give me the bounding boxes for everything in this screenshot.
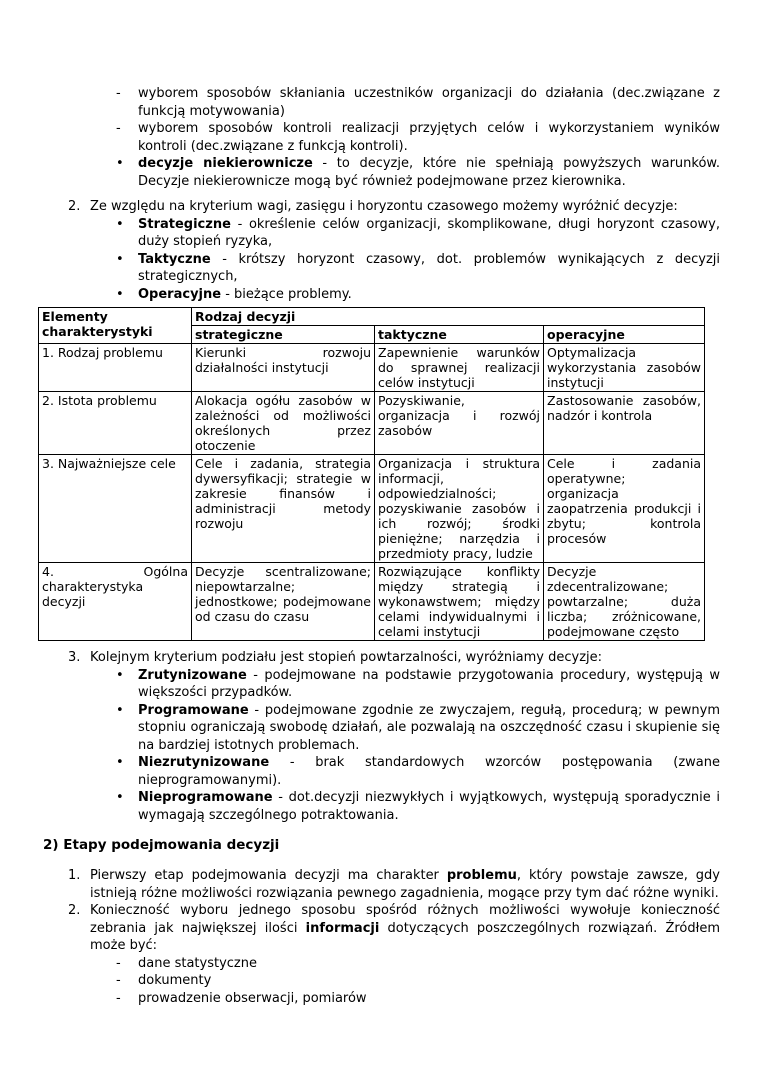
table-group-header: Rodzaj decyzji	[192, 308, 705, 326]
bullet-term: Strategiczne	[138, 216, 231, 232]
bullet-term: Nieprogramowane	[138, 790, 273, 805]
bullet-marker: •	[116, 156, 124, 171]
dash-item-text: wyborem sposobów kontroli realizacji przyjętych celów i wykorzystaniem wyników kontroli (dec.związane z funkcją kontroli).	[138, 121, 720, 154]
decision-types-table	[38, 307, 705, 641]
col-header-strategiczne: strategiczne	[192, 326, 375, 344]
row-label: 3. Najważniejsze cele	[39, 455, 192, 563]
bullet-rest: - to decyzje, które nie spełniają powyższych warunków. Decyzje niekierownicze mogą być również podejmowane przez kierownika.	[138, 156, 720, 189]
cell: Organizacja i struktura informacji, odpowiedzialności; pozyskiwanie zasobów i ich rozwój; środki pieniężne; narzędzia i przedmioty pracy, ludzie	[375, 455, 544, 563]
item-number: 3.	[68, 650, 81, 665]
cell: Pozyskiwanie, organizacja i rozwój zasobów	[375, 392, 544, 455]
dash-item	[38, 85, 720, 120]
row-label: 1. Rodzaj problemu	[39, 344, 192, 392]
dash-marker: -	[116, 86, 121, 101]
cell: Kierunki rozwoju działalności instytucji	[192, 344, 375, 392]
cell: Decyzje zdecentralizowane; powtarzalne; duża liczba; zróżnicowane, podejmowane często	[544, 563, 705, 641]
cell: Cele i zadania, strategia dywersyfikacji; strategie w zakresie finansów i administracji metody rozwoju	[192, 455, 375, 563]
bullet-marker: •	[116, 216, 124, 232]
bullet-item	[38, 251, 720, 286]
col-header-taktyczne: taktyczne	[375, 326, 544, 344]
cell: Alokacja ogółu zasobów w zależności od możliwości określonych przez otoczenie	[192, 392, 375, 455]
col-header-operacyjne: operacyjne	[544, 326, 705, 344]
table-row	[39, 563, 705, 641]
dash-item-text: prowadzenie obserwacji, pomiarów	[138, 990, 367, 1006]
bullet-item	[38, 789, 720, 824]
bullet-marker: •	[116, 702, 124, 718]
cell: Cele i zadania operatywne; organizacja zaopatrzenia produkcji i zbytu; kontrola procesów	[544, 455, 705, 563]
numbered-section-3	[38, 649, 720, 824]
item-text-before: Pierwszy etap podejmowania decyzji ma charakter	[90, 868, 447, 883]
bullet-rest: - dot.decyzji niezwykłych i wyjątkowych, występują sporadycznie i wymagają szczególnego potraktowania.	[138, 790, 720, 823]
bullet-rest: - podejmowane na podstawie przygotowania procedury, występują w większości przypadków.	[138, 667, 720, 700]
numbered-item	[38, 867, 720, 902]
bullet-item	[38, 216, 720, 251]
item-number: 2.	[68, 903, 81, 918]
table-row	[39, 344, 705, 392]
bullet-marker: •	[116, 790, 124, 805]
numbered-item	[38, 649, 720, 667]
row-label: 2. Istota problemu	[39, 392, 192, 455]
item-text-bold: problemu	[446, 868, 517, 883]
bullet-term: Taktyczne	[138, 251, 211, 267]
dash-item	[38, 990, 720, 1008]
item-number: 2.	[68, 199, 81, 214]
dash-item-text: wyborem sposobów skłaniania uczestników organizacji do działania (dec.związane z funkcją motywowania)	[138, 86, 720, 119]
item-text-before: Konieczność wyboru jednego sposobu spośród różnych możliwości wywołuje konieczność zebrania jak największej ilości	[90, 903, 720, 936]
dash-marker: -	[116, 121, 121, 136]
dash-item-text: dokumenty	[138, 973, 212, 988]
bullet-rest: - określenie celów organizacji, skomplikowane, długi horyzont czasowy, duży stopień ryzyka,	[138, 216, 720, 249]
bullet-term: Programowane	[138, 702, 249, 718]
item-number: 1.	[68, 868, 81, 883]
dash-item-text: dane statystyczne	[138, 955, 257, 971]
bullet-item	[38, 667, 720, 702]
bullet-term: decyzje niekierownicze	[138, 156, 313, 171]
bullet-item	[38, 155, 720, 190]
table-row	[39, 392, 705, 455]
item-text-bold: informacji	[305, 920, 380, 936]
bullet-marker: •	[116, 286, 124, 302]
item-text: Ze względu na kryterium wagi, zasięgu i horyzontu czasowego możemy wyróżnić decyzje:	[90, 199, 678, 214]
dash-item	[38, 955, 720, 973]
cell: Decyzje scentralizowane; niepowtarzalne; jednostkowe; podejmowane od czasu do czasu	[192, 563, 375, 641]
cell: Zapewnienie warunków do sprawnej realizacji celów instytucji	[375, 344, 544, 392]
table-header-row	[39, 308, 705, 326]
item-text: Kolejnym kryterium podziału jest stopień powtarzalności, wyróżniamy decyzje:	[90, 650, 603, 665]
bullet-term: Zrutynizowane	[138, 667, 247, 683]
bullet-item	[38, 286, 720, 304]
dash-marker: -	[116, 990, 121, 1006]
cell: Optymalizacja wykorzystania zasobów instytucji	[544, 344, 705, 392]
bullet-term: Niezrutynizowane	[138, 755, 270, 770]
cell: Rozwiązujące konflikty między strategią i wykonawstwem; między celami indywidualnymi i celami instytucji	[375, 563, 544, 641]
bullet-rest: - krótszy horyzont czasowy, dot. problemów wynikających z decyzji strategicznych,	[138, 251, 720, 284]
bullet-item	[38, 754, 720, 789]
steps-list	[38, 867, 720, 1007]
table-corner-header: Elementy charakterystyki	[39, 308, 192, 344]
dash-marker: -	[116, 955, 121, 971]
item-text-after: dotyczących poszczególnych rozwiązań. Źródłem może być:	[90, 920, 720, 953]
dash-marker: -	[116, 973, 121, 988]
numbered-item	[38, 198, 720, 216]
numbered-item	[38, 902, 720, 955]
bullet-rest: - podejmowane zgodnie ze zwyczajem, regułą, procedurą; w pewnym stopniu ograniczają swobodę działań, ale pozwalają na oszczędność czasu i skupienie się na bardziej istotnych problemach.	[138, 702, 720, 753]
bullet-rest: - bieżące problemy.	[221, 286, 352, 302]
bullet-marker: •	[116, 755, 124, 770]
numbered-section-2	[38, 198, 720, 303]
bullet-rest: - brak standardowych wzorców postępowania (zwane nieprogramowanymi).	[138, 755, 720, 788]
row-label: 4. Ogólna charakterystyka decyzji	[39, 563, 192, 641]
bullet-item	[38, 702, 720, 755]
dash-item	[38, 972, 720, 990]
bullet-term: Operacyjne	[138, 286, 222, 302]
bullet-marker: •	[116, 251, 124, 267]
table-row	[39, 455, 705, 563]
bullet-marker: •	[116, 667, 124, 683]
cell: Zastosowanie zasobów, nadzór i kontrola	[544, 392, 705, 455]
section-heading-etapy: 2) Etapy podejmowania decyzji	[43, 837, 280, 853]
intro-list	[38, 85, 720, 190]
item-text-after: , który powstaje zawsze, gdy istnieją różne możliwości rozwiązania pewnego zagadnienia, mogące przy tym dać różne wyniki.	[90, 868, 720, 901]
dash-item	[38, 120, 720, 155]
